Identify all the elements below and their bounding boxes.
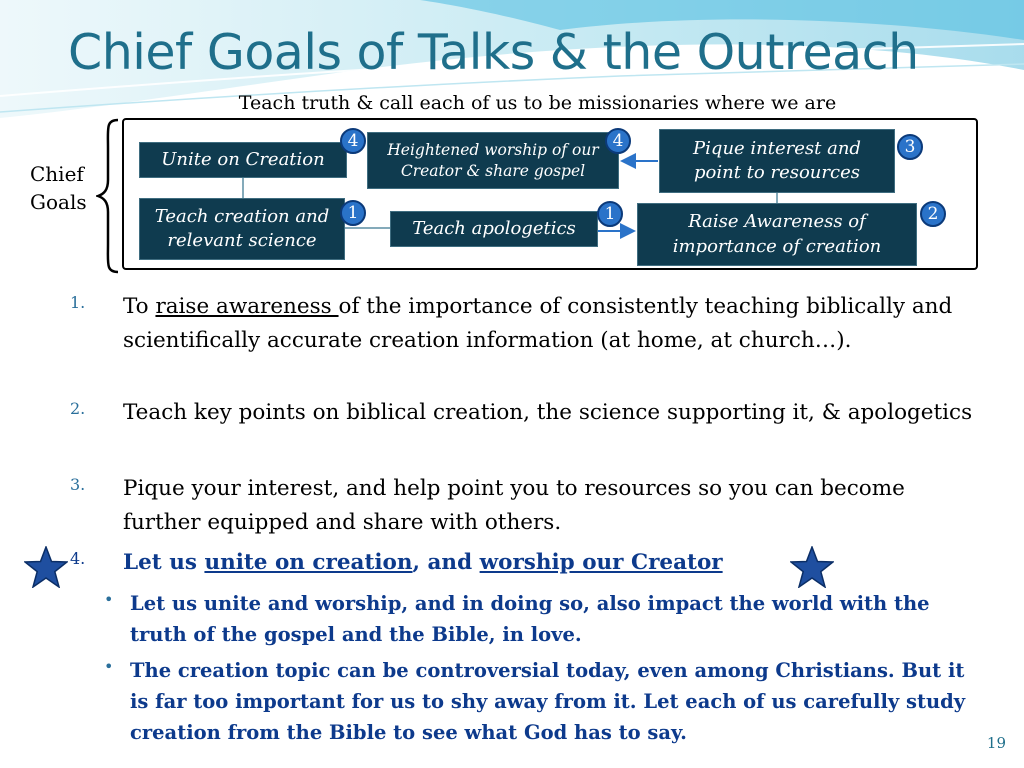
box-teach-creation-science: Teach creation and relevant science — [139, 198, 345, 260]
list-text: Teach key points on biblical creation, the science supporting it, & apologetics — [123, 400, 973, 425]
badge-worship-right: 4 — [605, 128, 631, 154]
slide-title: Chief Goals of Talks & the Outreach — [68, 24, 919, 81]
list-number: 3. — [70, 475, 86, 494]
box-teach-apologetics: Teach apologetics — [390, 211, 598, 247]
star-icon-right — [790, 546, 834, 588]
list-text: Pique your interest, and help point you to resources so you can become further equipped and share with others. — [123, 476, 905, 535]
box-unite-on-creation: Unite on Creation — [139, 142, 347, 178]
badge-pique: 3 — [897, 134, 923, 160]
badge-worship-left: 4 — [340, 128, 366, 154]
worship-our-creator-link[interactable]: worship our Creator — [479, 550, 723, 575]
list-item-2 — [70, 396, 980, 430]
sub-bullet-text: Let us unite and worship, and in doing so, also impact the world with the truth of the gospel and the Bible, in love. — [130, 592, 930, 646]
list-item-1 — [70, 290, 980, 358]
box-raise-awareness: Raise Awareness of importance of creation — [637, 203, 917, 266]
bullet-dot-icon: • — [104, 657, 114, 676]
sub-bullet-2 — [104, 655, 974, 748]
sub-bullet-text: The creation topic can be controversial today, even among Christians. But it is far too important for us to shy away from it. Let each of us carefully study creation from the Bible to see what God has to say. — [130, 659, 966, 744]
badge-apologetics: 1 — [597, 201, 623, 227]
page-number: 19 — [986, 734, 1006, 752]
list-item-4 — [70, 546, 980, 580]
sub-bullet-1 — [104, 588, 974, 650]
chief-label-line1: Chief — [30, 162, 84, 186]
raise-awareness-link[interactable]: raise awareness — [155, 294, 339, 319]
list-text: Let us unite on creation, and worship our Creator — [123, 550, 723, 575]
star-icon-left — [24, 546, 68, 588]
list-text: To raise awareness of the importance of consistently teaching biblically and scientifically accurate creation information (at home, at church…). — [123, 294, 953, 353]
list-number: 1. — [70, 293, 86, 312]
list-number: 4. — [70, 549, 86, 568]
badge-teach-science: 1 — [340, 200, 366, 226]
unite-on-creation-link[interactable]: unite on creation — [204, 550, 413, 575]
list-item-3 — [70, 472, 980, 540]
list-number: 2. — [70, 399, 86, 418]
chief-label-line2: Goals — [30, 190, 87, 214]
badge-awareness: 2 — [920, 201, 946, 227]
bullet-dot-icon: • — [104, 590, 114, 609]
box-pique-interest: Pique interest and point to resources — [659, 129, 895, 193]
slide-subtitle: Teach truth & call each of us to be missionaries where we are — [238, 92, 837, 114]
box-heightened-worship: Heightened worship of our Creator & share gospel — [367, 132, 619, 189]
